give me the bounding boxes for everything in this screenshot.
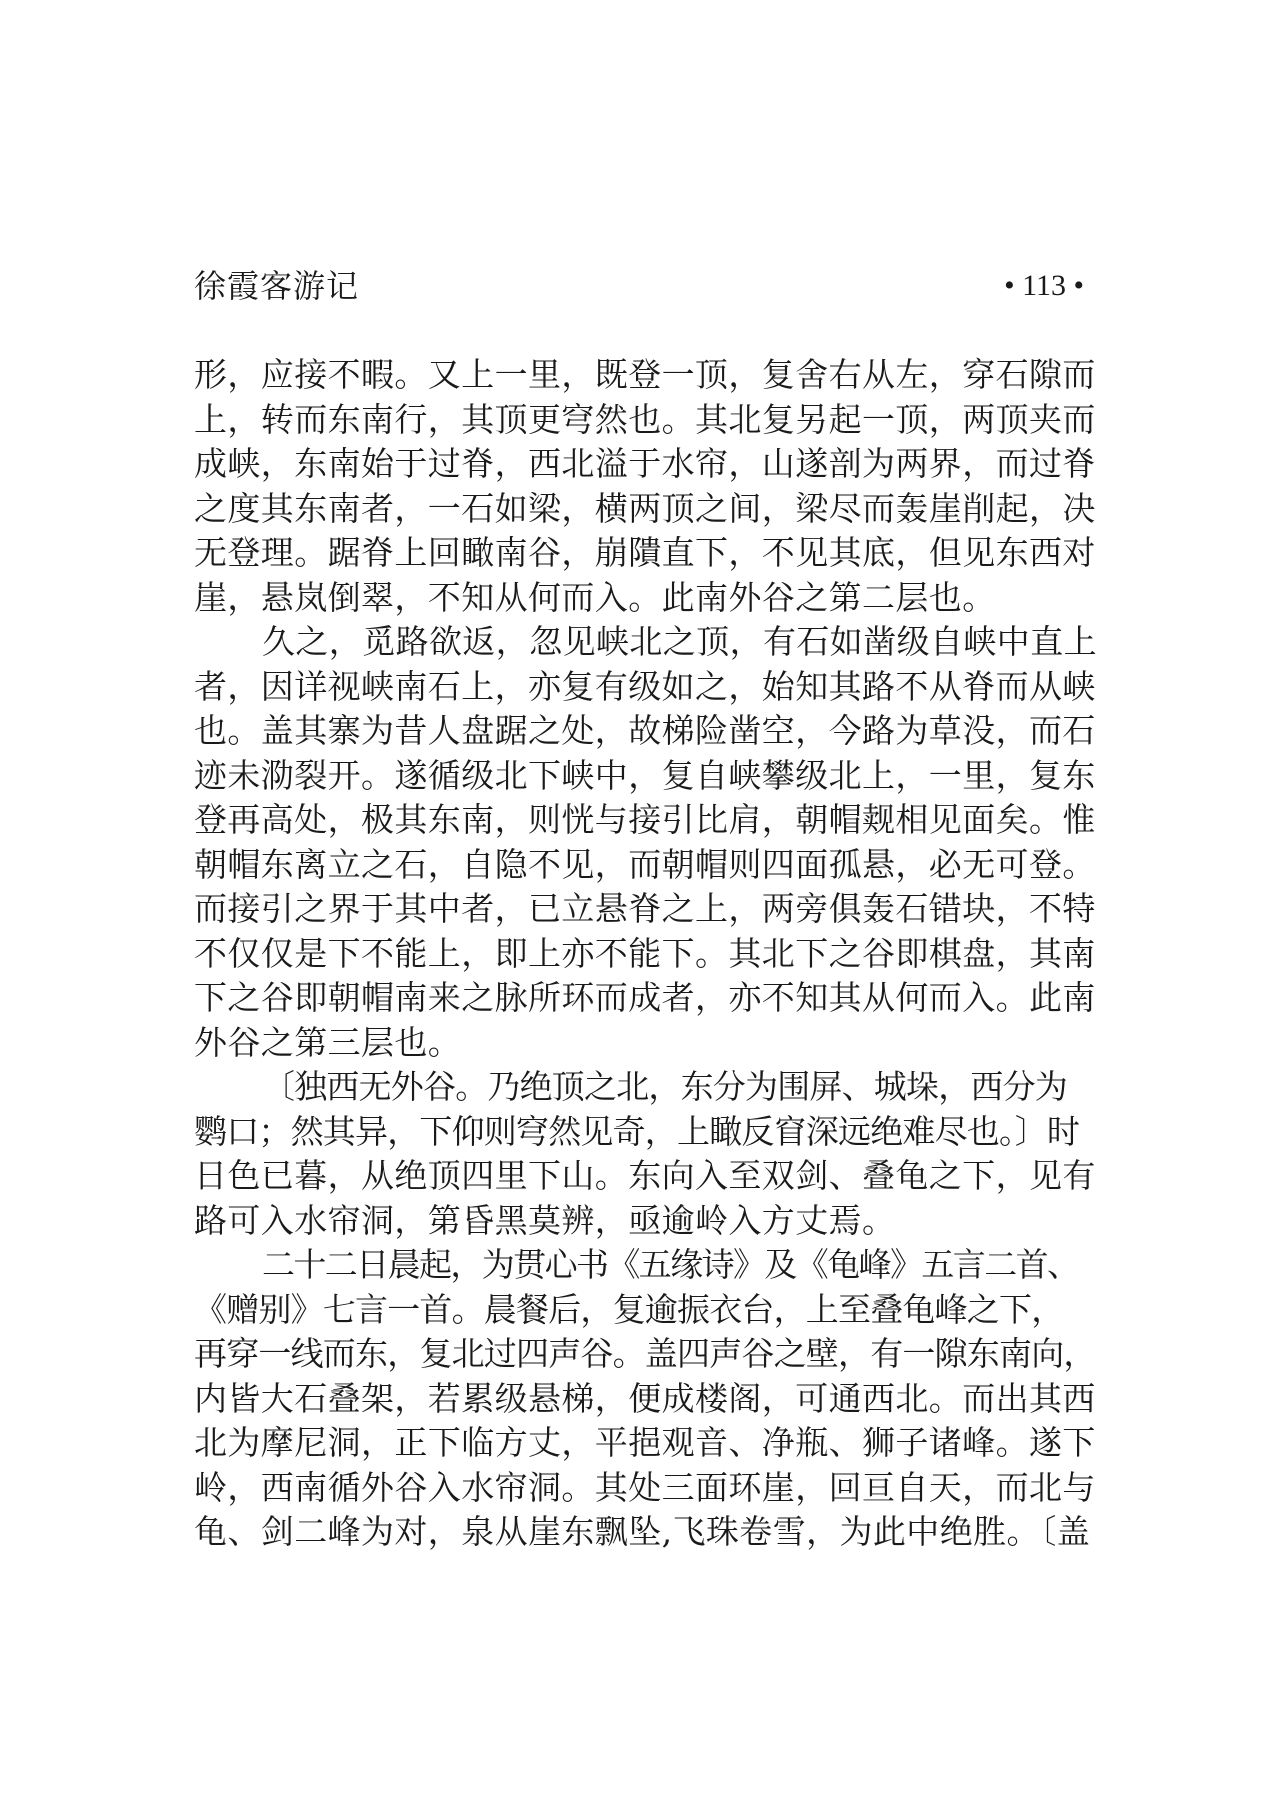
text-line: 不仅仅是下不能上，即上亦不能下。其北下之谷即棋盘，其南 xyxy=(194,933,1096,973)
text-line: 鹦口；然其异，下仰则穹然见奇，上瞰反窅深远绝难尽也。〕时 xyxy=(194,1111,1080,1151)
text-body xyxy=(194,353,1097,1555)
page-header xyxy=(194,264,1084,308)
text-line: 无登理。踞脊上回瞰南谷，崩隤直下，不见其底，但见东西对 xyxy=(194,533,1096,572)
text-line: 内皆大石叠架，若累级悬梯，便成楼阁，可通西北。而出其西 xyxy=(194,1378,1096,1418)
text-line: 下之谷即朝帽南来之脉所环而成者，亦不知其从何而入。此南 xyxy=(194,978,1096,1017)
paragraph-first-line: 〔独西无外谷。乃绝顶之北，东分为围屏、城垛，西分为 xyxy=(262,1067,1068,1106)
text-line: 登再高处，极其东南，则恍与接引比肩，朝帽觌相见面矣。惟 xyxy=(194,800,1096,839)
paragraph-first-line: 二十二日晨起，为贯心书《五缘诗》及《龟峰》五言二首、 xyxy=(262,1245,1079,1284)
text-line: 成峡，东南始于过脊，西北溢于水帘，山遂剖为两界，而过脊 xyxy=(194,444,1096,483)
text-line: 岭，西南循外谷入水帘洞。其处三面环崖，回亘自天，而北与 xyxy=(194,1467,1096,1507)
paragraph-first-line: 久之，觅路欲返，忽见峡北之顶，有石如凿级自峡中直上 xyxy=(262,622,1097,661)
text-line: 朝帽东离立之石，自隐不见，而朝帽则四面孤悬，必无可登。 xyxy=(194,844,1096,884)
text-line: 也。盖其寨为昔人盘踞之处，故梯险凿空，今路为草没，而石 xyxy=(194,711,1096,750)
text-line: 路可入水帘洞，第昏黑莫辨，亟逾岭入方丈焉。 xyxy=(194,1200,896,1240)
text-line: 者，因详视峡南石上，亦复有级如之，始知其路不从脊而从峡 xyxy=(194,666,1096,706)
text-line: 《赠别》七言一首。晨餐后，复逾振衣台，上至叠龟峰之下， xyxy=(194,1289,1064,1329)
text-line: 崖，悬岚倒翠，不知从何而入。此南外谷之第二层也。 xyxy=(194,577,996,617)
text-line: 北为摩尼洞，正下临方丈，平挹观音、净瓶、狮子诸峰。遂下 xyxy=(194,1423,1096,1462)
text-line: 再穿一线而东，复北过四声谷。盖四声谷之壁，有一隙东南向， xyxy=(194,1334,1096,1373)
page-number: • 113 • xyxy=(1004,269,1084,302)
text-line: 而接引之界于其中者，已立悬脊之上，两旁俱轰石错块，不特 xyxy=(194,889,1096,928)
text-line: 龟、剑二峰为对，泉从崖东飘坠,飞珠卷雪，为此中绝胜。〔盖 xyxy=(194,1512,1091,1551)
book-title: 徐霞客游记 xyxy=(194,267,360,305)
text-line: 外谷之第三层也。 xyxy=(194,1022,462,1062)
text-line: 上，转而东南行，其顶更穹然也。其北复另起一顶，两顶夹而 xyxy=(194,399,1096,439)
text-line: 迹未泐裂开。遂循级北下峡中，复自峡攀级北上，一里，复东 xyxy=(194,755,1096,795)
text-line: 日色已暮，从绝顶四里下山。东向入至双剑、叠龟之下，见有 xyxy=(194,1156,1096,1195)
text-line: 之度其东南者，一石如梁，横两顶之间，梁尽而轰崖削起，决 xyxy=(194,488,1096,528)
text-line: 形，应接不暇。又上一里，既登一顶，复舍右从左，穿石隙而 xyxy=(194,355,1096,394)
